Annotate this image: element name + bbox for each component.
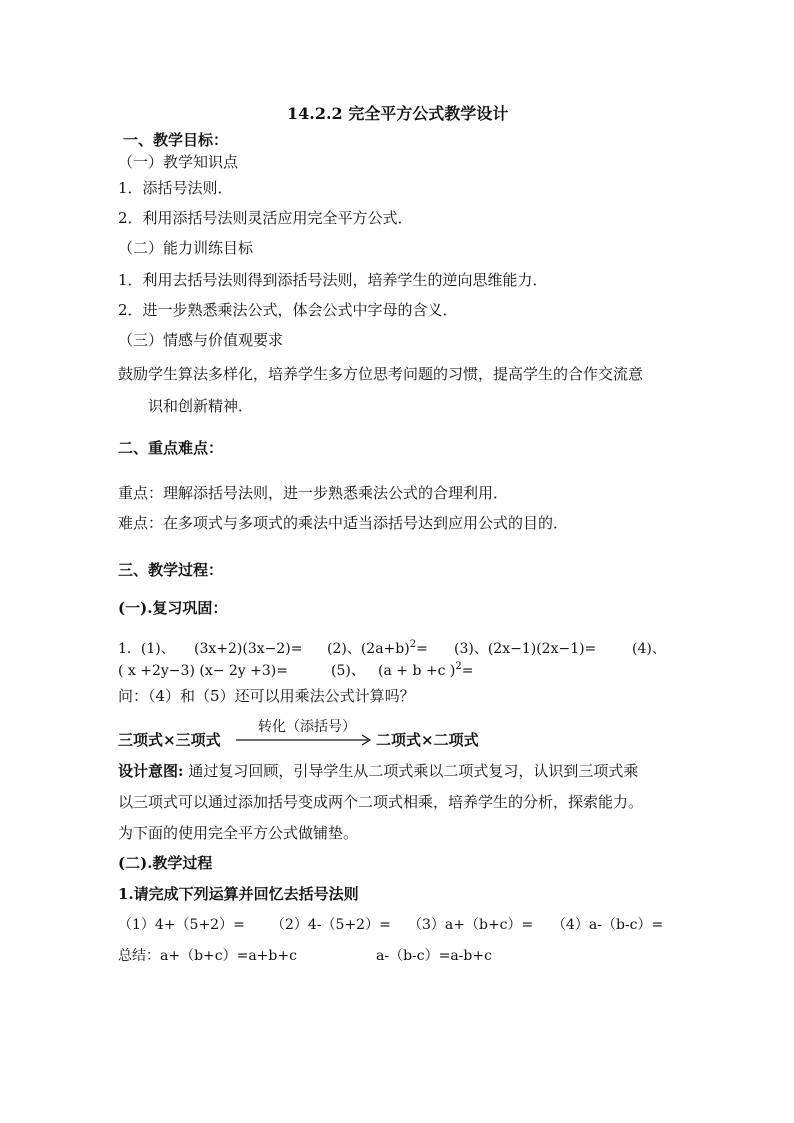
calc-item: （4）a-（b-c）= xyxy=(552,917,664,933)
exercise-expression: (2)、$(2a+b)^2=$ xyxy=(327,639,428,657)
summary-rule: 总结：a+（b+c）=a+b+c xyxy=(118,948,297,964)
section-heading-process: 三、教学过程： xyxy=(118,561,224,579)
exercise-number: (4)、 xyxy=(632,641,666,657)
section-heading-objectives: 一、教学目标： xyxy=(123,131,229,149)
design-intent-line1: 设计意图: 通过复习回顾，引导学生从二项式乘以二项式复习，认识到三项式乘 xyxy=(118,762,639,780)
review-question: 问：（4）和（5）还可以用乘法公式计算吗？ xyxy=(118,687,415,705)
difficult-point: 难点：在多项式与多项式的乘法中适当添括号达到应用公式的目的． xyxy=(118,514,569,532)
exercise-expression: ( x +2y−3) (x− 2y +3)= xyxy=(118,663,288,679)
design-intent-line3: 为下面的使用完全平方公式做铺垫。 xyxy=(118,824,359,842)
exercise-number: (5)、 xyxy=(331,663,365,679)
transform-right: 二项式×二项式 xyxy=(376,731,479,749)
values-paragraph-line1: 鼓励学生算法多样化，培养学生多方位思考问题的习惯，提高学生的合作交流意 xyxy=(118,365,644,383)
key-point: 重点：理解添括号法则，进一步熟悉乘法公式的合理利用． xyxy=(118,484,509,502)
document-title: 14.2.2 完全平方公式教学设计 xyxy=(287,104,509,123)
section-heading-key-points: 二、重点难点： xyxy=(118,439,224,457)
transform-arrow-label: 转化（添括号） xyxy=(258,719,356,735)
objective-line: 2．利用添括号法则灵活应用完全平方公式． xyxy=(118,209,413,227)
subheading-knowledge: （一）教学知识点 xyxy=(118,153,239,171)
exercise-expression: (3x+2)(3x−2)= xyxy=(194,641,303,657)
summary-rule: a-（b-c）=a-b+c xyxy=(376,948,492,964)
right-arrow-icon xyxy=(236,733,376,747)
part-heading-process: (二).教学过程 xyxy=(118,854,213,872)
subheading-ability: （二）能力训练目标 xyxy=(118,239,254,257)
exercise-number: 1．(1)、 xyxy=(118,641,175,657)
objective-line: 2．进一步熟悉乘法公式，体会公式中字母的含义． xyxy=(118,301,458,319)
subheading-values: （三）情感与价值观要求 xyxy=(118,331,284,349)
calc-item: （2）4-（5+2）= xyxy=(271,917,391,933)
exercise-expression: (3)、(2x−1)(2x−1)= xyxy=(454,641,597,657)
design-intent-label: 设计意图: xyxy=(118,762,184,780)
objective-line: 1．添括号法则． xyxy=(118,179,233,197)
design-intent-line2: 以三项式可以通过添加括号变成两个二项式相乘，培养学生的分析，探索能力。 xyxy=(118,793,644,811)
transform-left: 三项式×三项式 xyxy=(118,731,221,749)
exercise-expression: (a + b +c )$^2$= xyxy=(378,661,474,679)
calc-item: （3）a+（b+c）= xyxy=(408,917,534,933)
part-heading-review: (一).复习巩固： xyxy=(118,599,228,617)
calc-item: （1）4+（5+2）= xyxy=(118,917,245,933)
objective-line: 1．利用去括号法则得到添括号法则，培养学生的逆向思维能力． xyxy=(118,271,548,289)
task-heading: 1.请完成下列运算并回忆去括号法则 xyxy=(118,885,359,903)
values-paragraph-line2: 识和创新精神． xyxy=(148,397,254,415)
